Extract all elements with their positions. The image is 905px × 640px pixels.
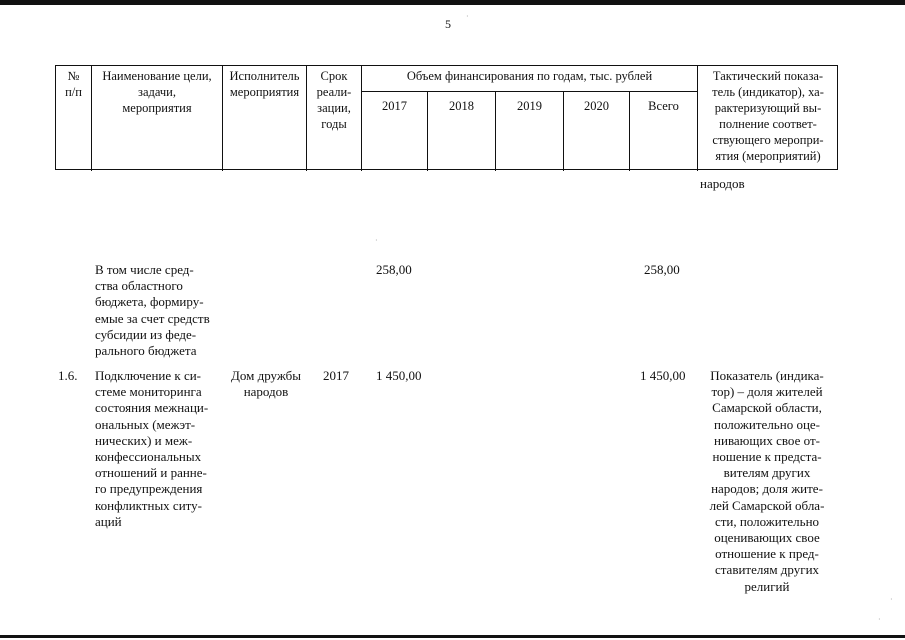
row-executor: Дом дружбы народов [230,368,302,400]
header-year-2017: 2017 [382,99,407,113]
header-year-2019: 2019 [517,99,542,113]
header-year-2018: 2018 [449,99,474,113]
header-executor: Исполнитель мероприятия [229,69,300,99]
row-name: Подключение к си- стеме мониторинга состояния межнаци- ональных (межэт- нических) и меж- конфессиональных отношений и ранне- го предупреждения конфликтных ситу- аций [95,368,209,529]
header-divider [361,91,697,92]
bottom-border-rule [0,635,905,638]
scan-speck: · [878,615,881,624]
top-border-rule [0,0,905,5]
row-number: 1.6. [58,368,78,383]
scan-speck: · [890,595,893,604]
header-num: № п/п [65,69,82,99]
row-value-2017: 1 450,00 [376,368,422,383]
row-indicator: Показатель (индика- тор) – доля жителей Самарской области, положительно оце- нивающих свое от- ношение к предста- вителям других народов; доля жите- лей Самарской обла- сти, положительно оценивающих свое отношение к пред- ставителям других религий [709,368,825,594]
header-indicator: Тактический показа- тель (индикатор), ха- рактеризующий вы- полнение соответ- ствующего меропри- ятия (мероприятий) [712,69,824,163]
header-year-2020: 2020 [584,99,609,113]
row-name: В том числе сред- ства областного бюджета, формиру- емые за счет средств субсидии из феде- рального бюджета [95,262,210,359]
header-term: Срок реали- зации, годы [316,69,352,131]
header-funding: Объем финансирования по годам, тыс. рублей [406,69,653,83]
row-value-2017: 258,00 [376,262,412,277]
scan-speck: · [375,236,378,245]
header-name: Наименование цели, задачи, мероприятия [102,69,212,115]
page-number: 5 [445,17,451,31]
row-term: 2017 [323,368,349,383]
row-value-total: 1 450,00 [640,368,686,383]
header-total: Всего [648,99,679,113]
table-header [55,65,838,170]
row-value-total: 258,00 [644,262,680,277]
scan-speck: · [466,12,469,21]
continuation-text: народов [700,176,745,191]
